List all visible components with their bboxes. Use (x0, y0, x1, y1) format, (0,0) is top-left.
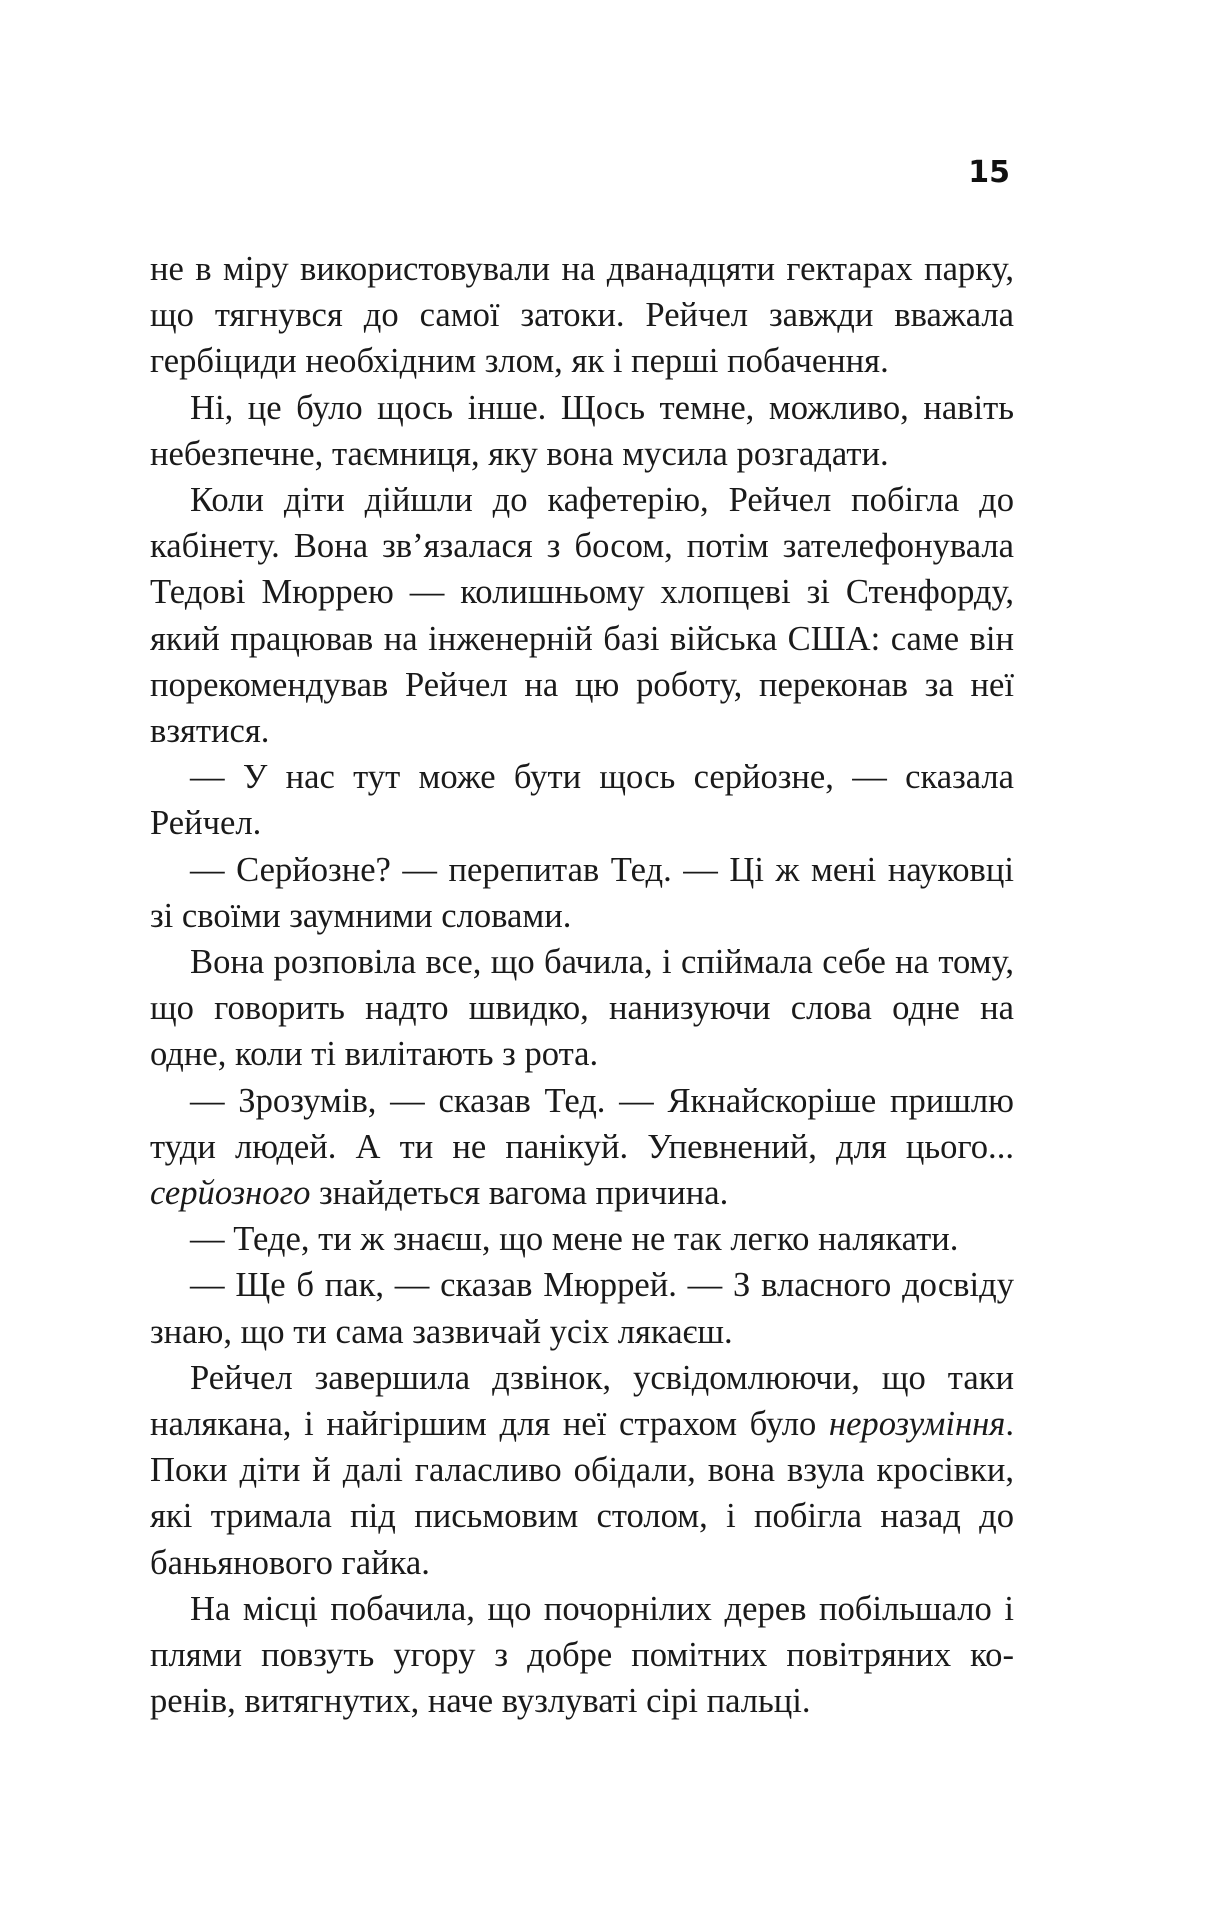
dialogue-line-5 (150, 1262, 1014, 1354)
text-segment: — Серйозне? — перепитав Тед. — Ці ж мені науковці зі своїми заумними словами. (150, 850, 1014, 935)
text-segment: Коли діти дійшли до кафетерію, Рейчел побігла до кабінету. Вона зв’язалася з босом, потім зателефонувала Тедові Мюррею — колишньому хлопцеві зі Стенфорду, який працював на інженерній базі війська США: саме він порекомендував Рейчел на цю роботу, переконав за неї взятися. (150, 481, 1014, 751)
dialogue-line-3 (150, 1078, 1014, 1217)
text-segment: — Ще б пак, — сказав Мюррей. — З власного досвіду знаю, що ти сама зазвичай усіх лякаєш. (150, 1266, 1014, 1351)
text-segment: Ні, це було щось інше. Щось темне, можливо, навіть небезпечне, таємниця, яку вона мусила розгадати. (150, 388, 1014, 473)
italic-segment: серйозного (150, 1174, 311, 1213)
paragraph-1 (150, 246, 1014, 385)
italic-segment: нерозуміння (828, 1405, 1006, 1444)
text-segment: — Зрозумів, — сказав Тед. — Якнайскоріше пришлю туди людей. А ти не панікуй. Упевнений, для цього... (150, 1081, 1014, 1166)
text-segment: Рейчел завершила дзвінок, усвідомлюючи, що таки налякана, і найгіршим для неї страхом було (150, 1358, 1014, 1444)
paragraph-3 (150, 477, 1014, 754)
text-segment: — Теде, ти ж знаєш, що мене не так легко налякати. (190, 1220, 959, 1259)
page-number: 15 (968, 155, 1010, 190)
paragraph-6 (150, 939, 1014, 1078)
paragraph-2 (150, 385, 1014, 477)
text-segment: . Поки діти й далі галасливо обідали, вона взула кросівки, які тримала під письмовим столом, і побігла назад до баньянового гайка. (150, 1405, 1014, 1582)
body-text (150, 246, 1014, 1725)
text-segment: На місці побачила, що почорнілих дерев побільшало і плями повзуть угору з добре помітних повітряних коренів, витягнутих, наче вузлуваті сірі пальці. (150, 1589, 1014, 1721)
paragraph-11 (150, 1586, 1014, 1725)
text-segment: не в міру використовували на дванадцяти гектарах парку, що тягнувся до самої затоки. Рейчел завжди вважала гербіциди необхідним злом, як і перші побачення. (150, 250, 1014, 381)
text-segment: знайдеться вагома причина. (310, 1174, 729, 1213)
dialogue-line-1 (150, 754, 1014, 846)
dialogue-line-2 (150, 847, 1014, 939)
text-segment: — У нас тут може бути щось серйозне, — сказала Рейчел. (150, 758, 1014, 843)
text-segment: Вона розповіла все, що бачила, і спіймала себе на тому, що говорить надто швидко, нанизуючи слова одне на одне, коли ті вилітають з рота. (150, 943, 1014, 1074)
paragraph-10 (150, 1355, 1014, 1586)
dialogue-line-4 (150, 1216, 1014, 1262)
